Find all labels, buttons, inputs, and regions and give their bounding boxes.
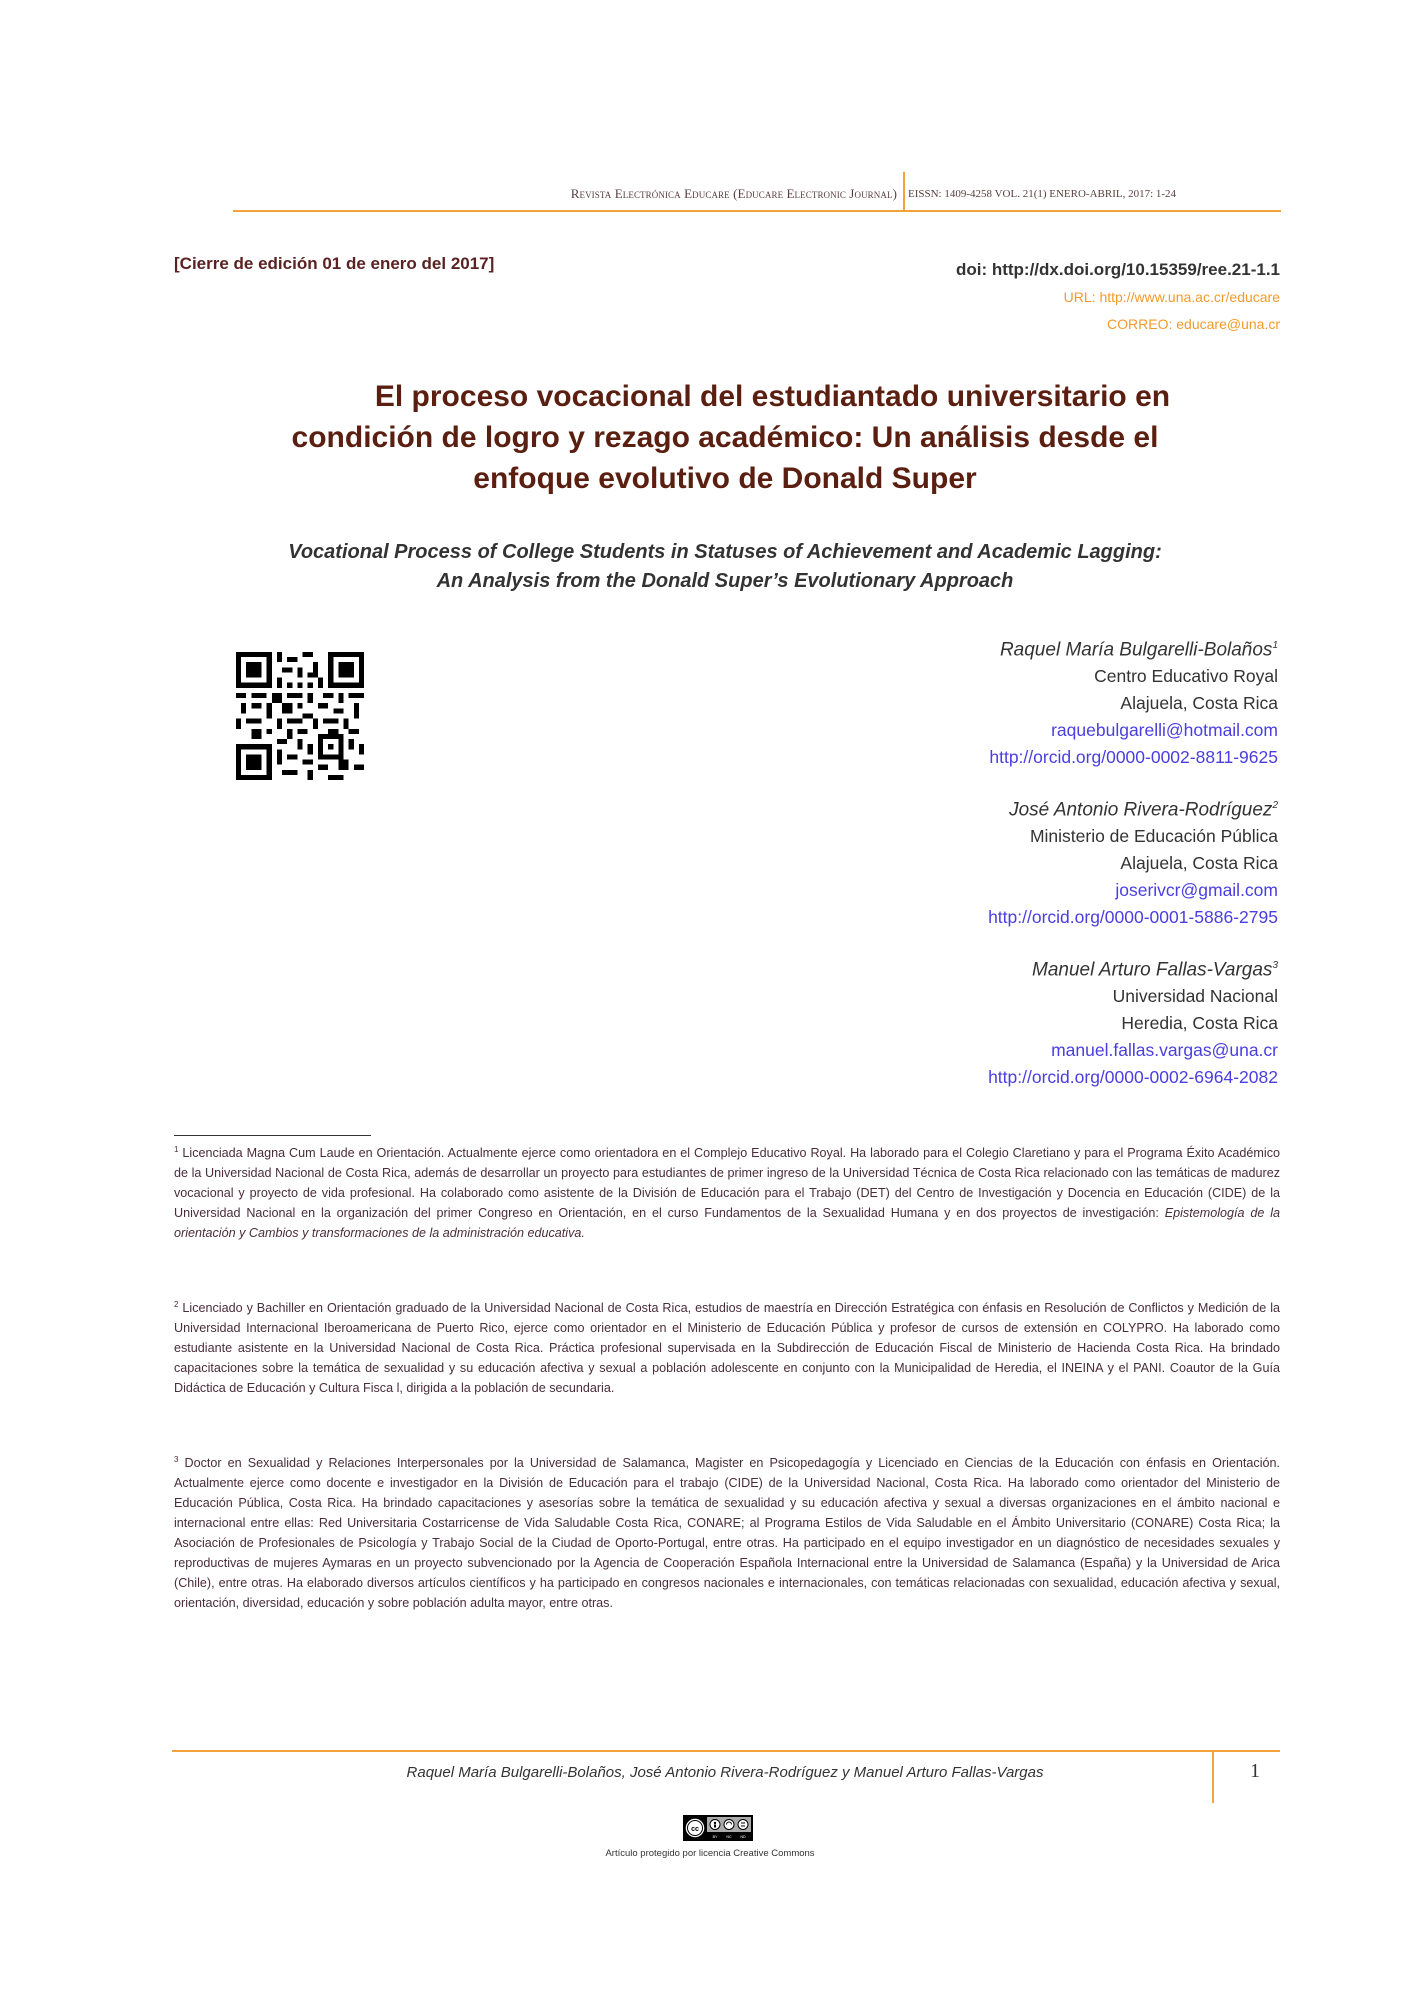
footnote: $^1$ Licenciada Magna Cum Laude en Orientación. Actualmente ejerce como orientadora en el Complejo Educativo Royal. Ha laborado para el Colegio Claretiano y para el Programa Éxito Académico de la Universidad Nacional de Costa Rica, además de desarrollar un proyecto para estudiantes de primer ingreso de la Universidad Técnica de Costa Rica relacionado con las temáticas de madurez vocacional y proyecto de vida profesional. Ha colaborado como asistente de la División de Educación para el Trabajo (DET) del Centro de Investigación y Docencia en Educación (CIDE) de la Universidad Nacional en la organización del primer Congreso en Orientación, en el curso Fundamentos de la Sexualidad Humana y en dos proyectos de investigación: Epistemología de la orientación y Cambios y transformaciones de la administración educativa. xyxy=(174,1145,1281,1241)
author-location: Heredia, Costa Rica xyxy=(1121,1013,1278,1034)
cc-by-label: BY xyxy=(712,1835,718,1839)
article-title xyxy=(200,376,1250,499)
journal-email[interactable]: CORREO: educare@una.cr xyxy=(1107,316,1280,332)
author-orcid[interactable]: http://orcid.org/0000-0002-8811-9625 xyxy=(989,747,1278,768)
title-line: condición de logro y rezago académico: Un análisis desde el xyxy=(291,421,1159,454)
doi-link[interactable]: doi: http://dx.doi.org/10.15359/ree.21-1.1 xyxy=(955,260,1280,279)
header-divider-vertical xyxy=(903,172,905,210)
footer-divider xyxy=(172,1750,1280,1752)
author-location: Alajuela, Costa Rica xyxy=(1120,693,1278,714)
subtitle-line: Vocational Process of College Students in Statuses of Achievement and Academic Lagging: xyxy=(288,541,1162,563)
author-location: Alajuela, Costa Rica xyxy=(1120,853,1278,874)
journal-issn: EISSN: 1409-4258 VOL. 21(1) ENERO-ABRIL, 2017: 1-24 xyxy=(908,188,1177,200)
author-affiliation: Centro Educativo Royal xyxy=(1094,666,1278,687)
footnote-mark: 3 xyxy=(174,1455,179,1464)
title-line: El proceso vocacional del estudiantado universitario en xyxy=(374,380,1171,413)
footnote: $^3$ Doctor en Sexualidad y Relaciones Interpersonales por la Universidad de Salamanca, Magister en Psicopedagogía y Licenciado en Ciencias de la Educación con énfasis en Orientación. Actualmente ejerce como docente e investigador en la División de Educación para el trabajo (CIDE) de la Universidad Nacional, Costa Rica. Ha laborado como orientador del Ministerio de Educación Pública, Costa Rica. Ha brindado capacitaciones y asesorías sobre la temática de sexualidad y su educación afectiva y sexual a diversas organizaciones en el ámbito nacional e internacional entre ellas: Red Universitaria Costarricense de Vida Saludable Costa Rica, CONARE; al Programa Estilos de Vida Saludable en el Ámbito Universitario (CONARE) Costa Rica; la Asociación de Profesionales de Psicología y Trabajo Social de la Ciudad de Oporto-Portugal, entre otras. Ha participado en el equipo investigador en un diagnóstico de necesidades sexuales y reproductivas de mujeres Aymaras en un proyecto subvencionado por la Agencia de Cooperación Española Internacional entre la Universidad de Salamanca (España) y la Universidad de Arica (Chile), entre otras. Ha elaborado diversos artículos científicos y ha participado en congresos nacionales e internacionales, con temáticas relacionadas con sexualidad, educación afectiva y sexual, orientación, diversidad, educación y sobre población adulta mayor, entre otras. xyxy=(174,1455,1280,1611)
subtitle-line: An Analysis from the Donald Super’s Evolutionary Approach xyxy=(436,570,1014,592)
footnote-italic: Epistemología de la orientación y Cambios y transformaciones de la administración educativa. xyxy=(174,1206,1280,1241)
footnote-mark[interactable]: 1 xyxy=(1272,640,1278,651)
header-divider xyxy=(233,210,1281,212)
author-name: José Antonio Rivera-Rodríguez$^2$ xyxy=(1009,799,1278,821)
footnote-mark[interactable]: 2 xyxy=(1272,800,1278,811)
footnote-mark: 1 xyxy=(174,1145,179,1154)
footer-divider-vertical xyxy=(1212,1751,1214,1803)
cc-label: cc xyxy=(691,1826,699,1833)
author-block xyxy=(758,792,1278,931)
journal-url[interactable]: URL: http://www.una.ac.cr/educare xyxy=(1063,289,1280,305)
author-orcid[interactable]: http://orcid.org/0000-0001-5886-2795 xyxy=(988,907,1278,928)
license-text: Artículo protegido por licencia Creative Commons xyxy=(605,1848,815,1859)
footnote-separator xyxy=(174,1135,371,1136)
title-line: enfoque evolutivo de Donald Super xyxy=(473,462,977,495)
article-subtitle xyxy=(170,538,1280,596)
footnote-mark: 2 xyxy=(174,1300,179,1309)
qr-code-icon[interactable] xyxy=(236,652,364,780)
cc-nd-label: ND xyxy=(740,1835,746,1839)
journal-name: Revista Electrónica Educare (Educare Electronic Journal) xyxy=(570,186,897,201)
footnote: $^2$ Licenciado y Bachiller en Orientación graduado de la Universidad Nacional de Costa Rica, estudios de maestría en Dirección Estratégica con énfasis en Resolución de Conflictos y Medición de la Universidad Internacional Iberoamericana de Puerto Rico, ejerce como orientador en el Ministerio de Educación Pública y profesor de cursos de extensión en COLYPRO. Ha laborado como estudiante asistente en la Universidad Nacional de Costa Rica. Práctica profesional supervisada en la Subdirección de Educación Fiscal de Ministerio de Hacienda Costa Rica. Ha brindado capacitaciones sobre la temática de sexualidad y su educación afectiva y sexual a población adolescente en conjunto con la Municipalidad de Heredia, el INEINA y el PANI. Coautor de la Guía Didáctica de Educación y Cultura Fisca l, dirigida a la población de secundaria. xyxy=(174,1300,1280,1396)
author-orcid[interactable]: http://orcid.org/0000-0002-6964-2082 xyxy=(988,1067,1278,1088)
author-block xyxy=(758,952,1278,1091)
author-affiliation: Universidad Nacional xyxy=(1112,986,1278,1007)
author-block xyxy=(758,632,1278,771)
author-email[interactable]: joserivcr@gmail.com xyxy=(1115,880,1278,901)
cc-nc-label: NC xyxy=(726,1835,732,1839)
author-email[interactable]: raquebulgarelli@hotmail.com xyxy=(1051,720,1278,741)
edition-closing: [Cierre de edición 01 de enero del 2017] xyxy=(174,254,495,273)
author-email[interactable]: manuel.fallas.vargas@una.cr xyxy=(1051,1040,1278,1061)
author-affiliation: Ministerio de Educación Pública xyxy=(1029,826,1278,847)
creative-commons-icon[interactable] xyxy=(683,1815,753,1841)
page-number: 1 xyxy=(1250,1760,1260,1782)
author-name: Raquel María Bulgarelli-Bolaños$^1$ xyxy=(999,639,1278,661)
footnote-mark[interactable]: 3 xyxy=(1272,960,1278,971)
footer-authors: Raquel María Bulgarelli-Bolaños, José Antonio Rivera-Rodríguez y Manuel Arturo Fallas-Vargas xyxy=(406,1764,1044,1781)
author-name: Manuel Arturo Fallas-Vargas$^3$ xyxy=(1032,959,1278,981)
